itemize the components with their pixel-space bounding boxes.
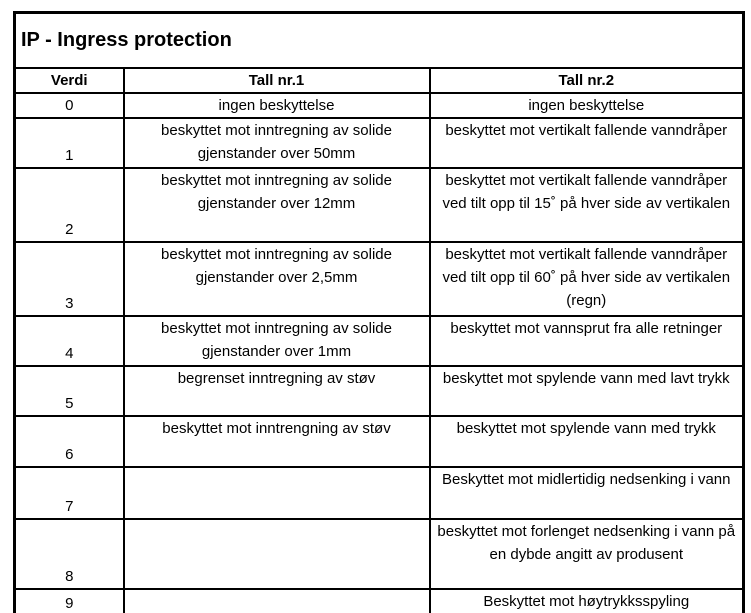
- title-row: [15, 13, 744, 69]
- cell-verdi: 9: [15, 589, 124, 613]
- cell-tall2: Beskyttet mot høytrykksspyling: [430, 589, 744, 613]
- table-row: [15, 93, 744, 118]
- column-header-verdi: Verdi: [15, 68, 124, 93]
- cell-tall2: beskyttet mot vertikalt fallende vanndråper ved tilt opp til 60˚ på hver side av vertikalen (regn): [430, 242, 744, 316]
- cell-tall1: [124, 589, 430, 613]
- cell-verdi: 8: [15, 519, 124, 589]
- cell-tall1: beskyttet mot inntrengning av støv: [124, 416, 430, 467]
- cell-tall1: [124, 467, 430, 519]
- cell-tall1: beskyttet mot inntregning av solide gjenstander over 2,5mm: [124, 242, 430, 316]
- table-row: [15, 316, 744, 366]
- cell-tall1: begrenset inntregning av støv: [124, 366, 430, 416]
- cell-tall2: beskyttet mot spylende vann med trykk: [430, 416, 744, 467]
- cell-tall2: beskyttet mot forlenget nedsenking i vann på en dybde angitt av produsent: [430, 519, 744, 589]
- cell-tall1: ingen beskyttelse: [124, 93, 430, 118]
- cell-tall2: beskyttet mot vannsprut fra alle retninger: [430, 316, 744, 366]
- cell-tall2: beskyttet mot spylende vann med lavt trykk: [430, 366, 744, 416]
- cell-tall1: beskyttet mot inntregning av solide gjenstander over 1mm: [124, 316, 430, 366]
- table-row: [15, 589, 744, 613]
- table-header-row: [15, 68, 744, 93]
- cell-tall2: beskyttet mot vertikalt fallende vanndråper: [430, 118, 744, 168]
- cell-verdi: 7: [15, 467, 124, 519]
- table-row: [15, 416, 744, 467]
- table-row: [15, 467, 744, 519]
- cell-tall1: beskyttet mot inntregning av solide gjenstander over 12mm: [124, 168, 430, 242]
- table-row: [15, 118, 744, 168]
- column-header-tall-nr2: Tall nr.2: [430, 68, 744, 93]
- table-row: [15, 168, 744, 242]
- cell-tall1: [124, 519, 430, 589]
- table-row: [15, 242, 744, 316]
- page-title: IP - Ingress protection: [15, 13, 744, 69]
- cell-verdi: 4: [15, 316, 124, 366]
- cell-tall2: beskyttet mot vertikalt fallende vanndråper ved tilt opp til 15˚ på hver side av vertikalen: [430, 168, 744, 242]
- ip-protection-table: [13, 11, 745, 613]
- cell-verdi: 5: [15, 366, 124, 416]
- cell-verdi: 3: [15, 242, 124, 316]
- cell-verdi: 2: [15, 168, 124, 242]
- column-header-tall-nr1: Tall nr.1: [124, 68, 430, 93]
- cell-tall2: Beskyttet mot midlertidig nedsenking i vann: [430, 467, 744, 519]
- cell-verdi: 6: [15, 416, 124, 467]
- cell-verdi: 1: [15, 118, 124, 168]
- cell-verdi: 0: [15, 93, 124, 118]
- table-row: [15, 366, 744, 416]
- cell-tall1: beskyttet mot inntregning av solide gjenstander over 50mm: [124, 118, 430, 168]
- cell-tall2: ingen beskyttelse: [430, 93, 744, 118]
- table-row: [15, 519, 744, 589]
